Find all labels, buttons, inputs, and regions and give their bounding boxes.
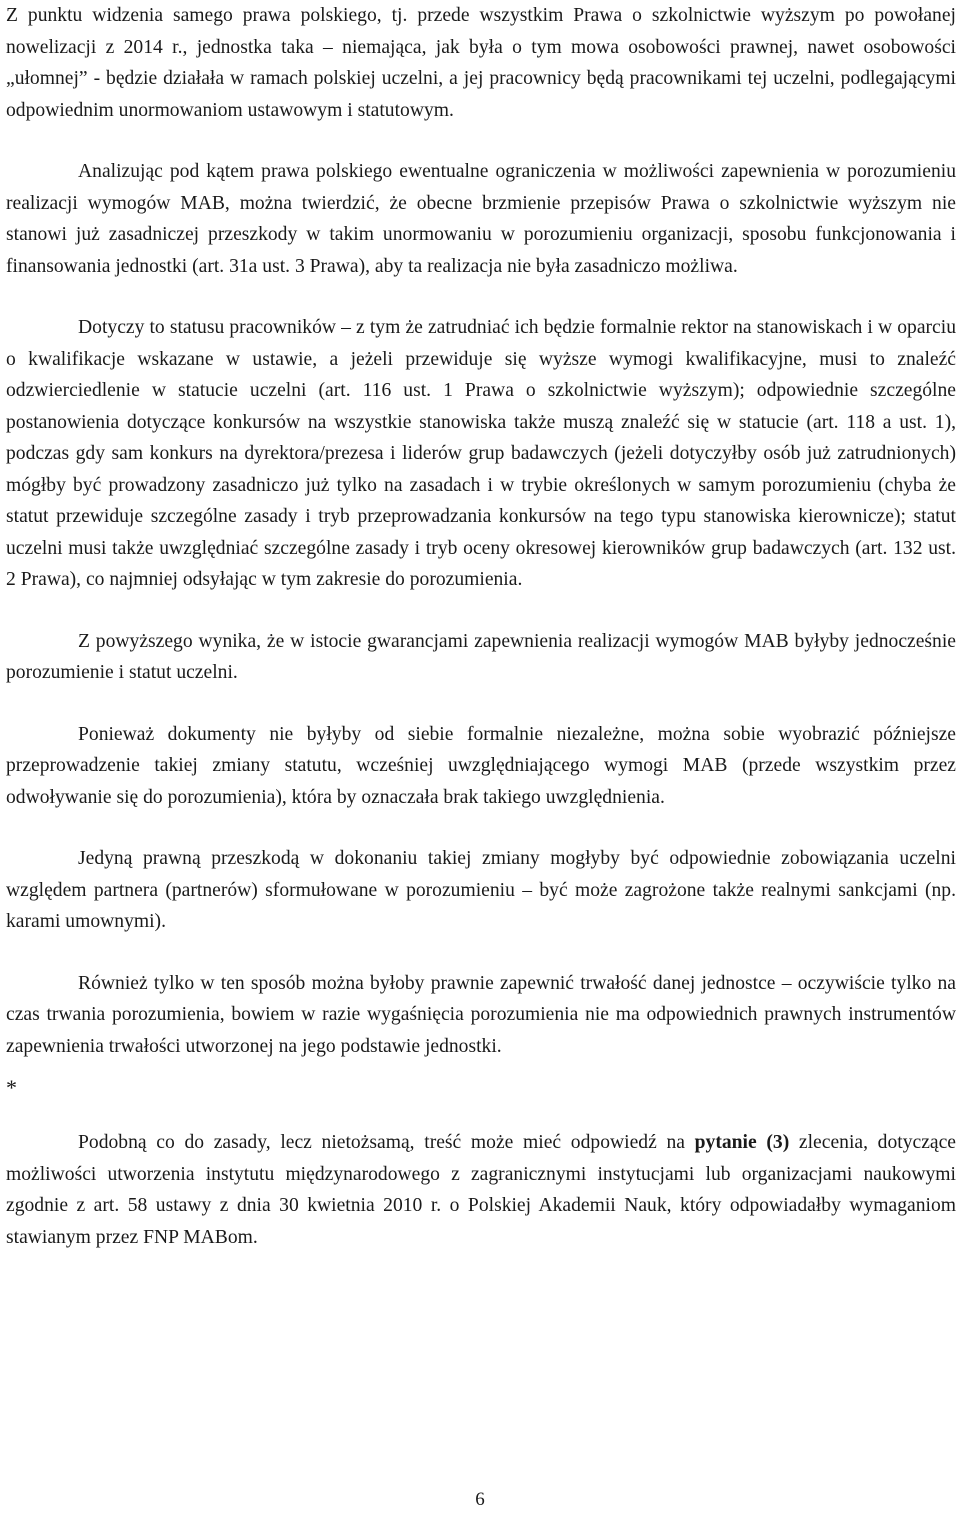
page-number: 6 <box>475 1489 485 1510</box>
paragraph-gwarancje-mab: Z powyższego wynika, że w istocie gwarancjami zapewnienia realizacji wymogów MAB byłyby jednocześnie porozumienie i statut uczelni. <box>6 630 956 683</box>
paragraph-status-jednostki: Z punktu widzenia samego prawa polskiego, tj. przede wszystkim Prawa o szkolnictwie wyższym po powołanej nowelizacji z 2014 r., jednostka taka – niemająca, jak była o tym mowa osobowości prawnej, nawet osobowości „ułomnej” - będzie działała w ramach polskiej uczelni, a jej pracownicy będą pracownikami tej uczelni, podlegającymi odpowiednim unormowaniom ustawowym i statutowym. <box>6 5 956 121</box>
question-reference: pytanie (3) <box>694 1132 790 1153</box>
paragraph-status-pracownikow: Dotyczy to statusu pracowników – z tym że zatrudniać ich będzie formalnie rektor na stanowiskach i w oparciu o kwalifikacje wskazane w ustawie, a jeżeli przewiduje się wyższe wymogi kwalifikacyjne, musi to znaleźć odzwierciedlenie w statucie uczelni (art. 116 ust. 1 Prawa o szkolnictwie wyższym); odpowiednie szczególne postanowienia dotyczące konkursów na wszystkie stanowiska także muszą znaleźć się w statucie (art. 118 a ust. 1), podczas gdy sam konkurs na dyrektora/prezesa i liderów grup badawczych (jeżeli dotyczyłby osób już zatrudnionych) mógłby być prowadzony zasadniczo już tylko na zasadach i w trybie określonych w samym porozumieniu (chyba że statut przewiduje szczególne zasady i tryb przeprowadzania konkursów na tego typu stanowiska kierownicze); statut uczelni musi także uwzględniać szczególne zasady i tryb oceny okresowej kierowników grup badawczych (art. 132 ust. 2 Prawa), co najmniej odsyłając w tym zakresie do porozumienia. <box>6 317 956 590</box>
section-separator-asterisk: * <box>6 1075 17 1100</box>
paragraph-trwalosc-jednostki: Również tylko w ten sposób można byłoby prawnie zapewnić trwałość danej jednostce – oczywiście tylko na czas trwania porozumienia, bowiem w razie wygaśnięcia porozumienia nie ma odpowiednich prawnych instrumentów zapewnienia trwałości utworzonej na jego podstawie jednostki. <box>6 972 956 1057</box>
document-page <box>6 0 956 1253</box>
paragraph-pytanie-3 <box>6 1127 956 1253</box>
paragraph-pytanie-3-rest: zlecenia, dotyczące możliwości utworzenia instytutu międzynarodowego z zagranicznymi instytucjami lub organizacjami naukowymi zgodnie z art. 58 ustawy z dnia 30 kwietnia 2010 r. o Polskiej Akademii Nauk, który odpowiadałby wymaganiom stawianym przez FNP MABom. <box>6 1132 956 1248</box>
paragraph-pytanie-3-intro: Podobną co do zasady, lecz nietożsamą, treść może mieć odpowiedź na <box>78 1132 695 1153</box>
paragraph-zmiana-statutu: Ponieważ dokumenty nie byłyby od siebie formalnie niezależne, można sobie wyobrazić późniejsze przeprowadzenie takiej zmiany statutu, wcześniej uwzględniającego wymogi MAB (przede wszystkim przez odwoływanie się do porozumienia), która by oznaczała brak takiego uwzględnienia. <box>6 723 956 808</box>
paragraph-analiza-ograniczen: Analizując pod kątem prawa polskiego ewentualne ograniczenia w możliwości zapewnienia w porozumieniu realizacji wymogów MAB, można twierdzić, że obecne brzmienie przepisów Prawa o szkolnictwie wyższym nie stanowi już zasadniczej przeszkody w takim unormowaniu w porozumieniu organizacji, sposobu funkcjonowania i finansowania jednostki (art. 31a ust. 3 Prawa), aby ta realizacja nie była zasadniczo możliwa. <box>6 161 956 277</box>
paragraph-przeszkoda-prawna: Jedyną prawną przeszkodą w dokonaniu takiej zmiany mogłyby być odpowiednie zobowiązania uczelni względem partnera (partnerów) sformułowane w porozumieniu – być może zagrożone także realnymi sankcjami (np. karami umownymi). <box>6 848 956 932</box>
